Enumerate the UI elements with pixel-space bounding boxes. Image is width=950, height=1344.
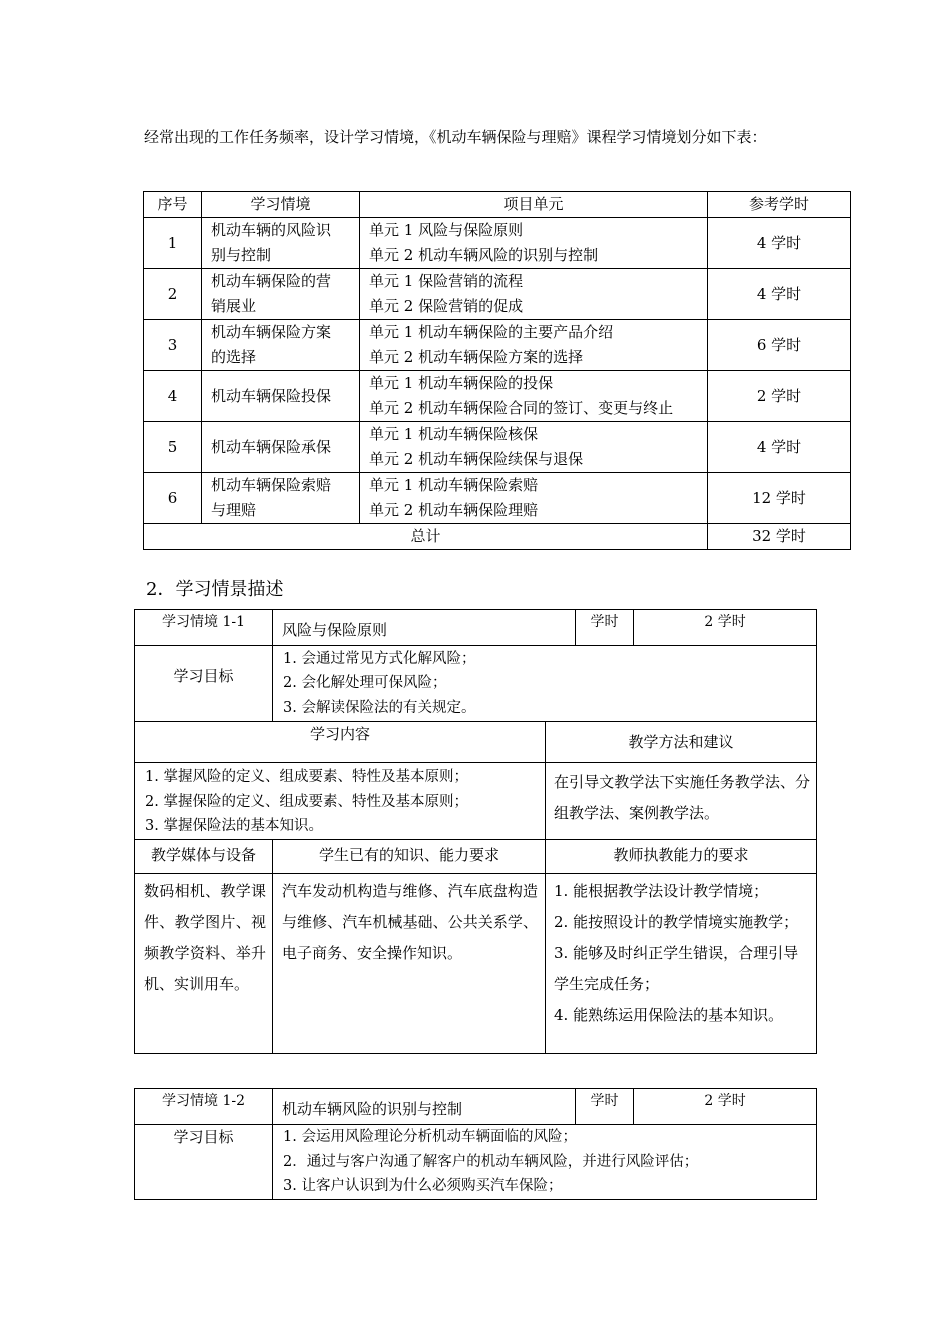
goals-label: 学习目标 (135, 646, 273, 722)
row-no: 6 (144, 473, 202, 524)
teacher-item: 1. 能根据教学法设计教学情境； (554, 881, 769, 900)
goals-row (135, 1125, 817, 1200)
method-label: 教学方法和建议 (546, 722, 817, 763)
row-no: 2 (144, 269, 202, 320)
content-item: 1. 掌握风险的定义、组成要素、特性及基本原则； (145, 769, 468, 785)
content-item: 2. 掌握保险的定义、组成要素、特性及基本原则； (145, 793, 468, 810)
situation-header-row (135, 1089, 817, 1125)
goals-list (273, 646, 817, 722)
row-situation: 机动车辆保险投保 (202, 371, 360, 422)
situation-label: 学习情境 1-1 (135, 610, 273, 646)
prior-label: 学生已有的知识、能力要求 (273, 839, 546, 873)
row-units: 单元 1 机动车辆保险索赔 单元 2 机动车辆保险理赔 (360, 473, 708, 524)
row-situation: 机动车辆保险的营 销展业 (202, 269, 360, 320)
row-no: 5 (144, 422, 202, 473)
teacher-label: 教师执教能力的要求 (546, 839, 817, 873)
content-header-row (135, 722, 817, 763)
table-header-row (144, 192, 851, 218)
intro-paragraph: 经常出现的工作任务频率，设计学习情境，《机动车辆保险与理赔》课程学习情境划分如下表： (144, 128, 767, 146)
header-situation: 学习情境 (202, 192, 360, 218)
row-situation: 机动车辆保险方案 的选择 (202, 320, 360, 371)
method-text: 在引导文教学法下实施任务教学法、分组教学法、案例教学法。 (546, 763, 817, 840)
goal-item: 1. 会通过常见方式化解风险； (283, 650, 476, 667)
row-hours: 4 学时 (708, 422, 851, 473)
hours-value: 2 学时 (634, 610, 817, 646)
prior-text: 汽车发动机构造与维修、汽车底盘构造与维修、汽车机械基础、公共关系学、电子商务、安全操作知识。 (273, 873, 546, 1053)
hours-label: 学时 (576, 1089, 634, 1125)
goals-row (135, 646, 817, 722)
teacher-item: 4. 能熟练运用保险法的基本知识。 (554, 1005, 784, 1024)
situation-name: 风险与保险原则 (273, 610, 576, 646)
row-units: 单元 1 机动车辆保险的主要产品介绍 单元 2 机动车辆保险方案的选择 (360, 320, 708, 371)
row-units: 单元 1 机动车辆保险核保 单元 2 机动车辆保险续保与退保 (360, 422, 708, 473)
hours-label: 学时 (576, 610, 634, 646)
table-row (144, 269, 851, 320)
row-units: 单元 1 机动车辆保险的投保 单元 2 机动车辆保险合同的签订、变更与终止 (360, 371, 708, 422)
situation-label: 学习情境 1-2 (135, 1089, 273, 1125)
goal-item: 3. 会解读保险法的有关规定。 (283, 699, 476, 716)
situation-header-row (135, 610, 817, 646)
row-situation: 机动车辆保险承保 (202, 422, 360, 473)
row-units: 单元 1 风险与保险原则 单元 2 机动车辆风险的识别与控制 (360, 218, 708, 269)
row-situation: 机动车辆的风险识 别与控制 (202, 218, 360, 269)
row-no: 1 (144, 218, 202, 269)
content-row (135, 763, 817, 840)
situation-1-1-table (134, 609, 817, 1054)
total-label: 总计 (144, 524, 708, 550)
goal-item: 1. 会运用风险理论分析机动车辆面临的风险； (283, 1129, 577, 1146)
goal-item: 2. 会化解处理可保风险； (283, 675, 447, 692)
table-row (144, 218, 851, 269)
header-units: 项目单元 (360, 192, 708, 218)
table-row (144, 320, 851, 371)
row-hours: 6 学时 (708, 320, 851, 371)
row-no: 4 (144, 371, 202, 422)
media-text: 数码相机、教学课件、教学图片、视频教学资料、举升机、实训用车。 (135, 873, 273, 1053)
resources-row (135, 873, 817, 1053)
situation-division-table (143, 191, 851, 550)
situation-name: 机动车辆风险的识别与控制 (273, 1089, 576, 1125)
goals-list (273, 1125, 817, 1200)
situation-1-2-table (134, 1088, 817, 1200)
total-hours: 32 学时 (708, 524, 851, 550)
content-label: 学习内容 (135, 722, 546, 763)
hours-value: 2 学时 (634, 1089, 817, 1125)
content-list (135, 763, 546, 840)
goal-item: 3. 让客户认识到为什么必须购买汽车保险； (283, 1178, 563, 1195)
row-situation: 机动车辆保险索赔 与理赔 (202, 473, 360, 524)
row-hours: 12 学时 (708, 473, 851, 524)
row-units: 单元 1 保险营销的流程 单元 2 保险营销的促成 (360, 269, 708, 320)
teacher-list (546, 873, 817, 1053)
header-no: 序号 (144, 192, 202, 218)
table-row (144, 371, 851, 422)
media-label: 教学媒体与设备 (135, 839, 273, 873)
row-hours: 4 学时 (708, 218, 851, 269)
table-row (144, 422, 851, 473)
content-item: 3. 掌握保险法的基本知识。 (145, 818, 323, 834)
section-heading: 2．学习情景描述 (146, 579, 284, 600)
table-row (144, 473, 851, 524)
row-hours: 2 学时 (708, 371, 851, 422)
total-row (144, 524, 851, 550)
row-no: 3 (144, 320, 202, 371)
teacher-item: 3. 能够及时纠正学生错误，合理引导学生完成任务； (554, 943, 799, 993)
row-hours: 4 学时 (708, 269, 851, 320)
teacher-item: 2. 能按照设计的教学情境实施教学； (554, 912, 799, 931)
header-hours: 参考学时 (708, 192, 851, 218)
goal-item: 2．通过与客户沟通了解客户的机动车辆风险，并进行风险评估； (283, 1153, 699, 1170)
resources-header-row (135, 839, 817, 873)
goals-label: 学习目标 (135, 1125, 273, 1200)
